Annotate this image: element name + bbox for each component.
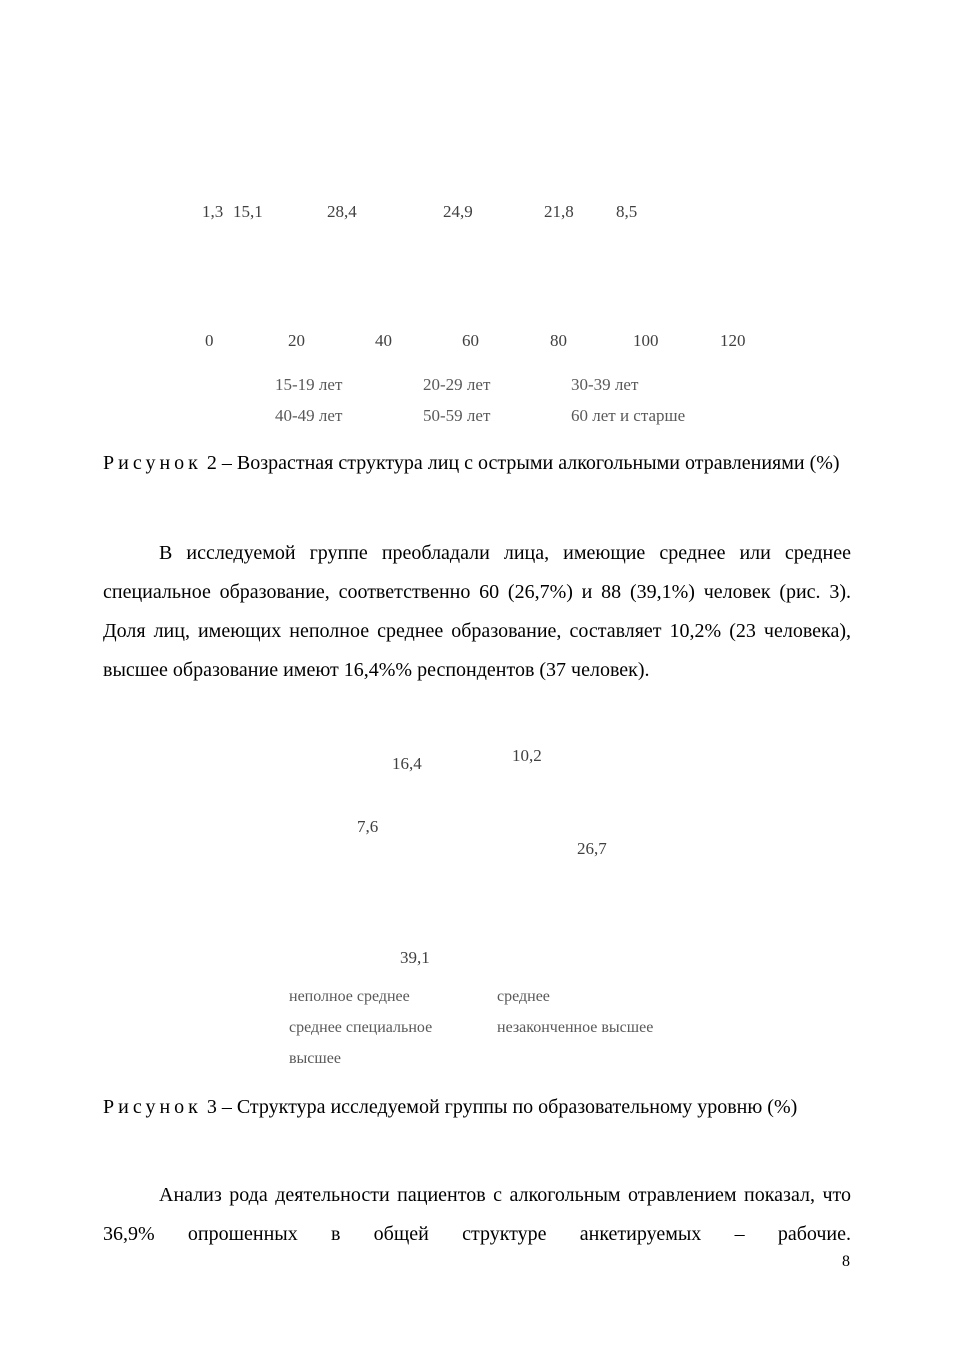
legend-item-srednee: среднее (497, 988, 550, 1005)
legend-item-vysshee: высшее (289, 1050, 341, 1067)
paragraph-text: Анализ рода деятельности пациентов с алкогольным отравлением показал, что 36,9% опрошенных в общей структуре анкетируемых – рабочие. (103, 1184, 851, 1245)
x-tick-100: 100 (633, 331, 659, 350)
body-paragraph-1 (103, 534, 851, 690)
data-label-30-39: 28,4 (327, 202, 357, 221)
legend-item-40-49: 40-49 лет (275, 406, 343, 425)
legend-item-20-29: 20-29 лет (423, 375, 491, 394)
x-tick-40: 40 (375, 331, 392, 350)
data-label-vysshee: 16,4 (392, 754, 422, 773)
paragraph-text: В исследуемой группе преобладали лица, имеющие среднее или среднее специальное образование, соответственно 60 (26,7%) и 88 (39,1%) человек (рис. 3). Доля лиц, имеющих неполное среднее образование, составляет 10,2% (23 человека), высшее образование имеют 16,4%% респондентов (37 человек). (103, 542, 851, 681)
legend-item-srednee-specialnoe: среднее специальное (289, 1019, 433, 1036)
legend-item-50-59: 50-59 лет (423, 406, 491, 425)
caption-lead: Рисунок (103, 1096, 202, 1118)
data-label-50-59: 21,8 (544, 202, 574, 221)
figure-3-caption (103, 1096, 851, 1119)
data-label-20-29: 15,1 (233, 202, 263, 221)
figure-2-caption (103, 452, 851, 475)
legend-item-60-plus: 60 лет и старше (571, 406, 686, 425)
legend-item-nezakonchennoe-vysshee: незаконченное высшее (497, 1019, 654, 1036)
legend-item-nepolnoe-srednee: неполное среднее (289, 988, 410, 1005)
x-tick-20: 20 (288, 331, 305, 350)
data-label-15-19: 1,3 (202, 202, 224, 221)
x-tick-80: 80 (550, 331, 567, 350)
data-label-40-49: 24,9 (443, 202, 473, 221)
x-tick-60: 60 (462, 331, 479, 350)
caption-text: 2 – Возрастная структура лиц с острыми алкогольными отравлениями (%) (201, 452, 840, 474)
x-tick-0: 0 (205, 331, 214, 350)
caption-lead: Рисунок (103, 452, 202, 474)
x-tick-120: 120 (720, 331, 746, 350)
data-label-nepolnoe-srednee: 10,2 (512, 746, 542, 765)
page-number: 8 (842, 1253, 850, 1270)
body-paragraph-2 (103, 1176, 851, 1254)
legend-item-30-39: 30-39 лет (571, 375, 639, 394)
data-label-srednee: 26,7 (577, 839, 607, 858)
data-label-nezakonchennoe-vysshee: 7,6 (357, 817, 379, 836)
caption-text: 3 – Структура исследуемой группы по образовательному уровню (%) (201, 1096, 798, 1118)
data-label-60-plus: 8,5 (616, 202, 638, 221)
legend-item-15-19: 15-19 лет (275, 375, 343, 394)
data-label-srednee-specialnoe: 39,1 (400, 948, 430, 967)
